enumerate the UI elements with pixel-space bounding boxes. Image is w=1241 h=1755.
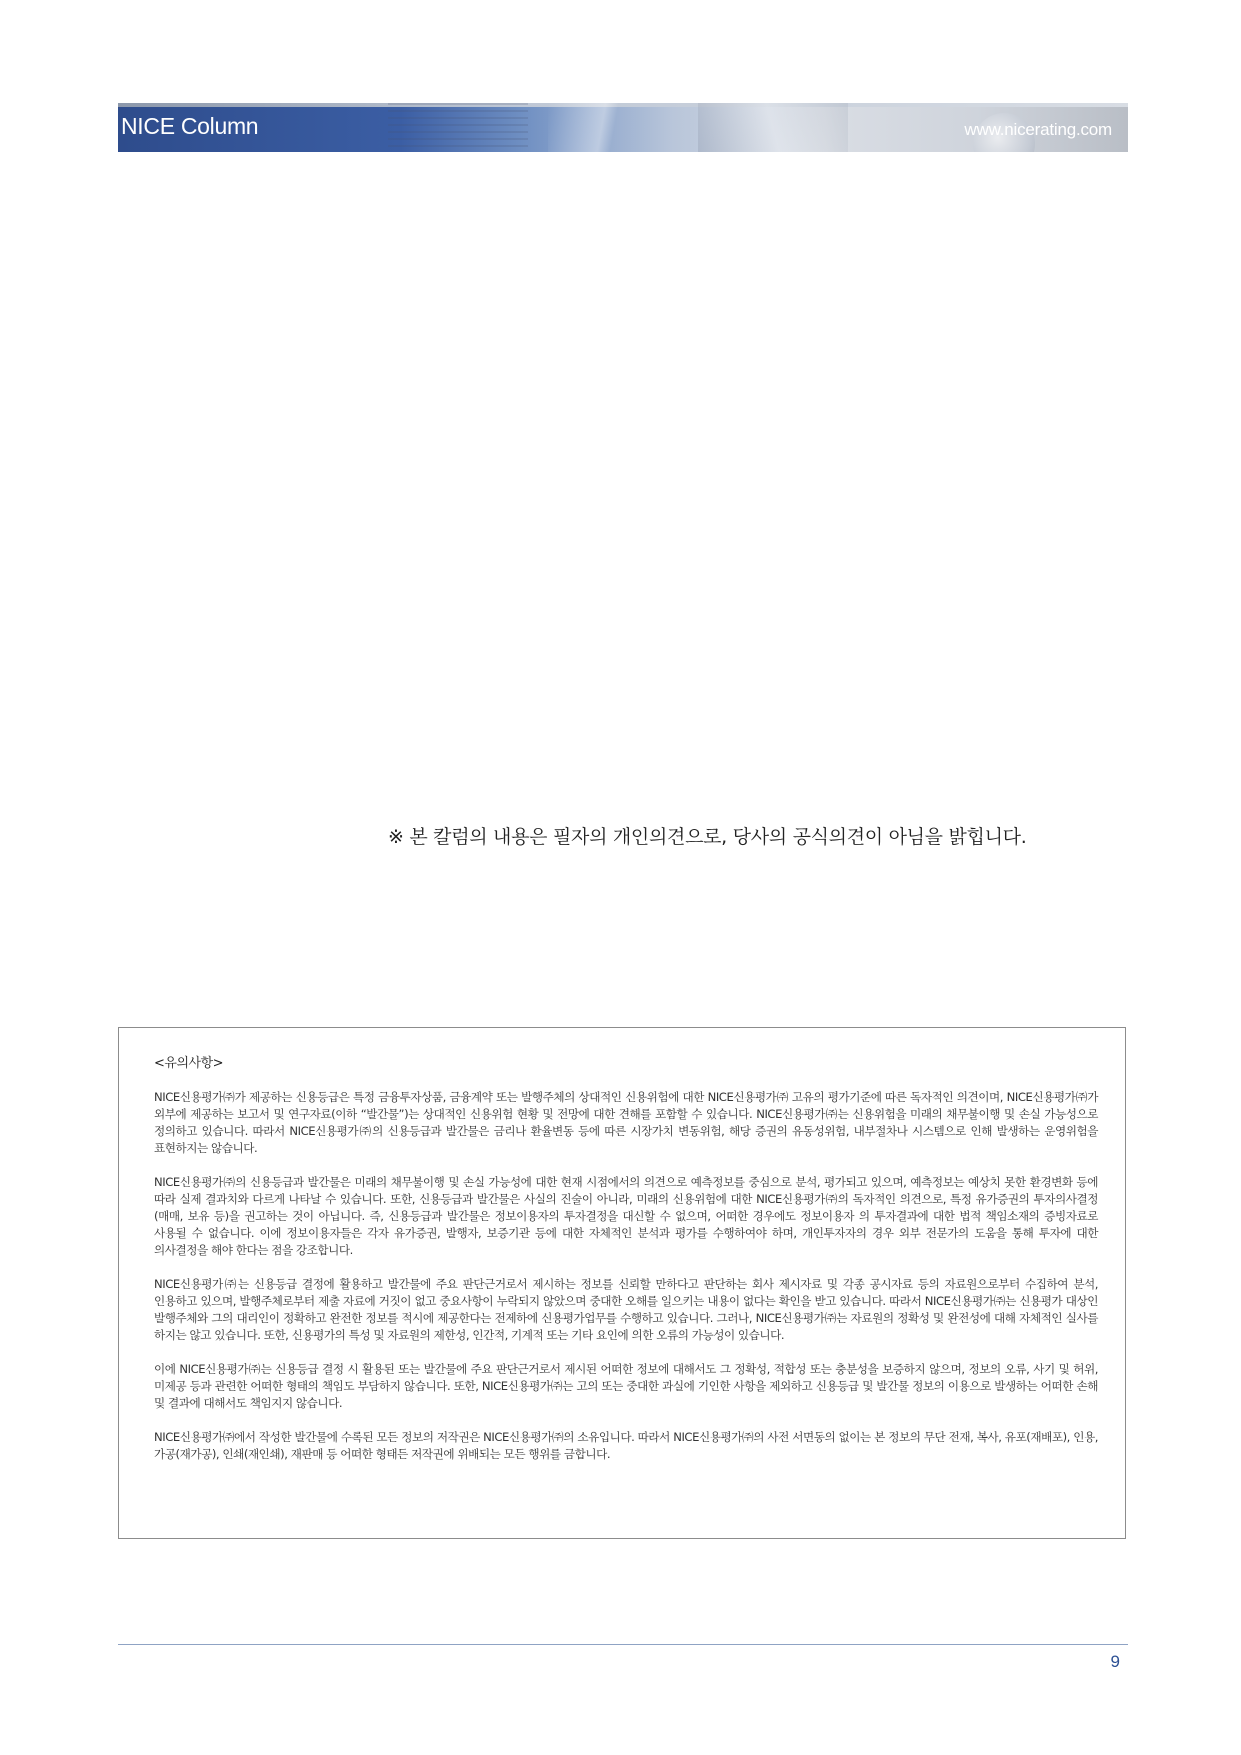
- notice-paragraph: NICE신용평가㈜는 신용등급 결정에 활용하고 발간물에 주요 판단근거로서 제시하는 정보를 신뢰할 만하다고 판단하는 회사 제시자료 및 각종 공시자료 등의 자료원으로부터 수집하여 분석, 인용하고 있으며, 발행주체로부터 제출 자료에 거짓이 없고 중요사항이 누락되지 않았으며 중대한 오해를 일으키는 내용이 없다는 확인을 받고 있습니다. 따라서 NICE신용평가㈜는 신용평가 대상인 발행주체와 그의 대리인이 정확하고 완전한 정보를 적시에 제공한다는 전제하에 신용평가업무를 수행하고 있습니다. 그러나, NICE신용평가㈜는 자료원의 정확성 및 완전성에 대해 자체적인 실사를 하지는 않고 있습니다. 또한, 신용평가의 특성 및 자료원의 제한성, 인간적, 기계적 또는 기타 요인에 의한 오류의 가능성이 있습니다.: [154, 1277, 1098, 1342]
- notice-paragraph: 이에 NICE신용평가㈜는 신용등급 결정 시 활용된 또는 발간물에 주요 판단근거로서 제시된 어떠한 정보에 대해서도 그 정확성, 적합성 또는 충분성을 보증하지 않으며, 정보의 오류, 사기 및 허위, 미제공 등과 관련한 어떠한 형태의 책임도 부담하지 않습니다. 또한, NICE신용평가㈜는 고의 또는 중대한 과실에 기인한 사항을 제외하고 신용등급 및 발간물 정보의 이용으로 발생하는 어떠한 손해 및 결과에 대해서도 책임지지 않습니다.: [154, 1362, 1098, 1410]
- notice-paragraph: NICE신용평가㈜가 제공하는 신용등급은 특정 금융투자상품, 금융계약 또는 발행주체의 상대적인 신용위험에 대한 NICE신용평가㈜ 고유의 평가기준에 따른 독자적인 의견이며, NICE신용평가㈜가 외부에 제공하는 보고서 및 연구자료(이하 “발간물”)는 상대적인 신용위험 현황 및 전망에 대한 견해를 포함할 수 있습니다. NICE신용평가㈜는 신용위험을 미래의 채무불이행 및 손실 가능성으로 정의하고 있습니다. 따라서 NICE신용평가㈜의 신용등급과 발간물은 금리나 환율변동 등에 따른 시장가치 변동위험, 해당 증권의 유동성위험, 내부절차나 시스템으로 인해 발생하는 운영위험을 표현하지는 않습니다.: [154, 1090, 1098, 1155]
- header-banner: [118, 103, 1128, 152]
- footer-rule: [118, 1644, 1128, 1645]
- notice-box: [118, 1027, 1126, 1539]
- website-url[interactable]: www.nicerating.com: [964, 120, 1112, 139]
- header-decoration-photo: [698, 103, 848, 152]
- column-title: NICE Column: [121, 113, 259, 139]
- header-decoration-stripes: [388, 103, 528, 152]
- page-number: 9: [1110, 1652, 1120, 1671]
- notice-heading: <유의사항>: [154, 1056, 224, 1071]
- notice-paragraph: NICE신용평가㈜에서 작성한 발간물에 수록된 모든 정보의 저작권은 NICE신용평가㈜의 소유입니다. 따라서 NICE신용평가㈜의 사전 서면동의 없이는 본 정보의 무단 전재, 복사, 유포(재배포), 인용, 가공(재가공), 인쇄(재인쇄), 재판매 등 어떠한 형태든 저작권에 위배되는 모든 행위를 금합니다.: [154, 1430, 1098, 1461]
- notice-paragraph: NICE신용평가㈜의 신용등급과 발간물은 미래의 채무불이행 및 손실 가능성에 대한 현재 시점에서의 의견으로 예측정보를 중심으로 분석, 평가되고 있으며, 예측정보는 예상치 못한 환경변화 등에 따라 실제 결과치와 다르게 나타날 수 있습니다. 또한, 신용등급과 발간물은 사실의 진술이 아니라, 미래의 신용위험에 대한 NICE신용평가㈜의 독자적인 의견으로, 특정 유가증권의 투자의사결정(매매, 보유 등)을 권고하는 것이 아닙니다. 즉, 신용등급과 발간물은 정보이용자의 투자결정을 대신할 수 없으며, 어떠한 경우에도 정보이용자 의 투자결과에 대한 법적 책임소재의 증빙자료로 사용될 수 없습니다. 이에 정보이용자들은 각자 유가증권, 발행자, 보증기관 등에 대한 자체적인 분석과 평가를 수행하여야 하며, 개인투자자의 경우 외부 전문가의 도움을 통해 투자에 대한 의사결정을 해야 한다는 점을 강조합니다.: [154, 1175, 1098, 1257]
- header-decoration-highlight: [548, 103, 668, 152]
- notice-content: [154, 1052, 1098, 1480]
- opinion-disclaimer: ※ 본 칼럼의 내용은 필자의 개인의견으로, 당사의 공식의견이 아님을 밝힙니다.: [388, 826, 1027, 848]
